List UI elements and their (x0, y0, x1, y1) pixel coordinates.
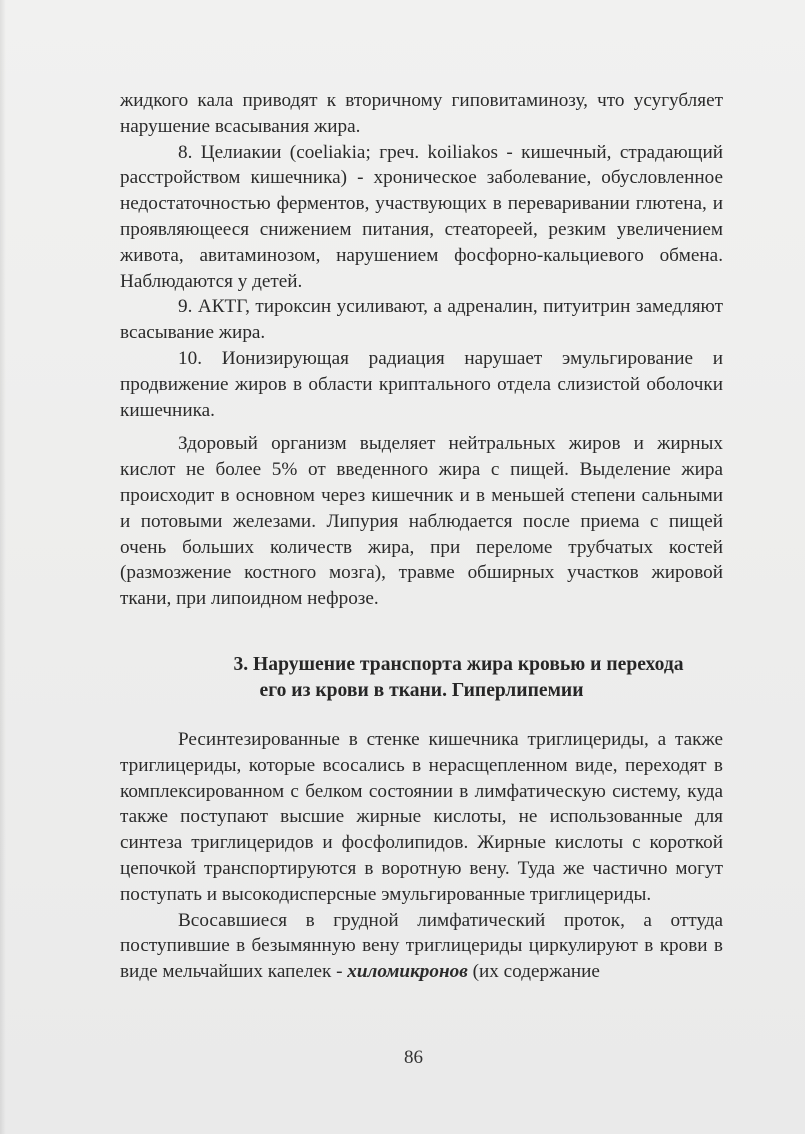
paragraph-continuation: жидкого кала приводят к вторичному гиповитаминозу, что усугубляет нарушение всасывания жира. (120, 90, 723, 137)
text-block-bottom (120, 727, 723, 985)
paragraph-item-9: 9. АКТГ, тироксин усиливают, а адреналин, питуитрин замедляют всасывание жира. (120, 296, 723, 344)
section-heading-line-1: 3. Нарушение транспорта жира кровью и перехода (233, 654, 684, 675)
paragraph-item-10: 10. Ионизирующая радиация нарушает эмульгирование и продвижение жиров в области криптального отдела слизистой оболочки кишечника. (120, 347, 723, 421)
paragraph-chylomicrons (120, 908, 723, 985)
paragraph-chylomicrons-end: (их содержание (467, 961, 600, 983)
paragraph-chylomicrons-start: Всосавшиеся в грудной лимфатический проток, а оттуда поступившие в безымянную вену триглицериды циркулируют в крови в виде мельчайших капелек - (120, 909, 723, 983)
paragraph-resynthesized: Ресинтезированные в стенке кишечника триглицериды, а также триглицериды, которые всосались в нерасщепленном виде, переходят в комплексированном с белком состоянии в лимфатическую систему, куда также поступают высшие жирные кислоты, не использованные для синтеза триглицеридов и фосфолипидов. Жирные кислоты с короткой цепочкой транспортируются в воротную вену. Туда же частично могут поступать и высокодисперсные эмульгированные триглицериды. (120, 729, 723, 905)
text-block-top (120, 88, 723, 612)
paragraph-healthy-organism: Здоровый организм выделяет нейтральных жиров и жирных кислот не более 5% от введенного жира с пищей. Выделение жира происходит в основном через кишечник и в меньшей степени сальными и потовыми железами. Липурия наблюдается после приема с пищей очень больших количеств жира, при переломе трубчатых костей (размозжение костного мозга), травме обширных участков жировой ткани, при липоидном нефрозе. (120, 433, 723, 610)
section-heading-line-2: его из крови в ткани. Гиперлипемии (259, 679, 584, 701)
term-chylomicrons: хиломикронов (347, 961, 468, 983)
page-number: 86 (404, 1047, 423, 1068)
paragraph-item-8: 8. Целиакии (coeliakia; греч. koiliakos - кишечный, страдающий расстройством кишечника) - хроническое заболевание, обусловленное недостаточностью ферментов, участвующих в переваривании глютена, и проявляющееся снижением питания, стеатореей, резким увеличением живота, авитаминозом, нарушением фосфорно-кальциевого обмена. Наблюдаются у детей. (120, 141, 723, 292)
section-heading (120, 652, 723, 703)
